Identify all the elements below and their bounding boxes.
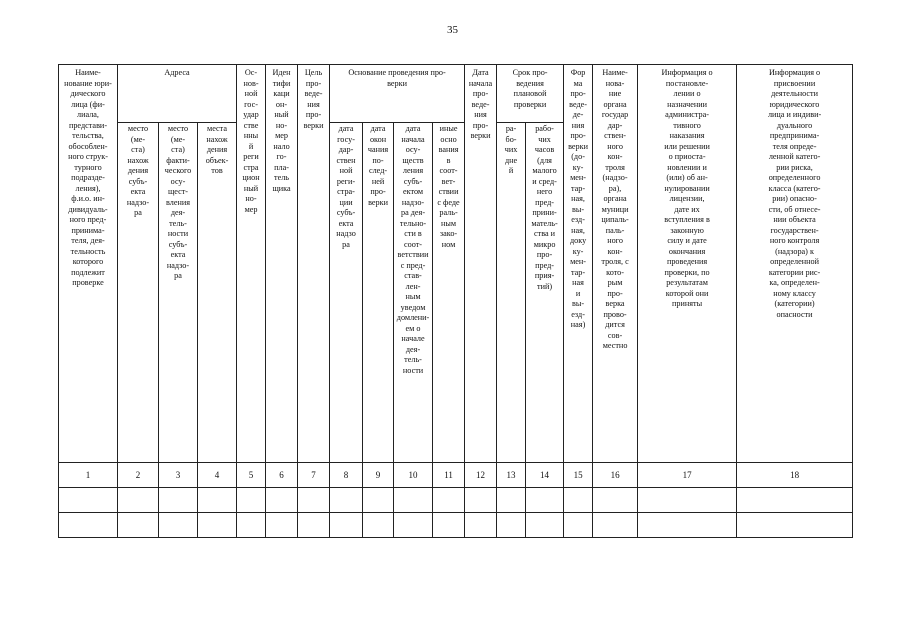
header-registration-date: дата госу- дар- ствен ной реги- стра- ции субъ- екта надзо ра (330, 123, 363, 463)
header-penalty-info: Информация о постановле- лении о назначении администра- тивного наказания или решении о приоста- новлении и (или) об ан- нулировании лицензии, дате их вступления в законную силу и дате окончания проведения проверки, по результатам которой они приняты (638, 65, 737, 463)
table-cell (330, 513, 363, 538)
table-cell (526, 513, 564, 538)
header-addresses-group: Адреса (118, 65, 237, 123)
empty-data-row (59, 488, 853, 513)
column-number: 5 (237, 463, 266, 488)
table-cell (465, 513, 497, 538)
inspection-plan-table (58, 64, 853, 538)
table-cell (564, 513, 593, 538)
column-number: 15 (564, 463, 593, 488)
table-cell (159, 488, 198, 513)
header-actual-address: место (ме- ста) факти- ческого осу- щест- вления дея- тель- ности субъ- екта надзо- ра (159, 123, 198, 463)
table-cell (433, 513, 465, 538)
column-number: 1 (59, 463, 118, 488)
column-number: 8 (330, 463, 363, 488)
table-cell (59, 513, 118, 538)
empty-data-row (59, 513, 853, 538)
header-last-inspection-end: дата окон чания по- след- ней про- верки (363, 123, 394, 463)
table-cell (118, 513, 159, 538)
table-cell (593, 488, 638, 513)
table-cell (298, 488, 330, 513)
header-organization-name: Наиме- нование юри- дического лица (фи- лиала, представи- тельства, обособлен- ного струк- турного подразде- ления), ф.и.о. ин- дивидуаль- ного пред- принима- теля, дея- тельность которого подлежит проверке (59, 65, 118, 463)
header-activity-start-date: дата начала осу- ществ ления субъ- ектом надзо- ра дея- тельно- сти в соот- ветствии с пред- став- лен- ным уведом домлени- ем о начале дея- тель- ности (394, 123, 433, 463)
table-cell (198, 488, 237, 513)
header-risk-category-info: Информация о присвоении деятельности юридического лица и индиви- дуального предпринима- теля опреде- ленной катего- рии риска, определенного класса (катего- рии) опасно- сти, об отнесе- нии объекта государствен- ного контроля (надзора) к определенной категории рис- ка, определен- ному классу (категории) опасности (737, 65, 853, 463)
header-other-grounds: иные осно вания в соот- вет- ствии с феде раль- ным зако- ном (433, 123, 465, 463)
table-cell (266, 513, 298, 538)
table-cell (394, 488, 433, 513)
header-inn: Иден тифи каци он- ный но- мер нало го- пла- тель щика (266, 65, 298, 463)
table-cell (638, 488, 737, 513)
table-cell (198, 513, 237, 538)
table-cell (159, 513, 198, 538)
header-objects-location: места нахож дения объек- тов (198, 123, 237, 463)
page-number: 35 (447, 24, 458, 36)
table-cell (564, 488, 593, 513)
table-cell (737, 513, 853, 538)
column-number: 4 (198, 463, 237, 488)
table-cell (497, 488, 526, 513)
table-cell (266, 488, 298, 513)
table-cell (330, 488, 363, 513)
table-cell (298, 513, 330, 538)
table-cell (363, 513, 394, 538)
header-start-date: Дата начала про- веде- ния про- верки (465, 65, 497, 463)
column-number: 10 (394, 463, 433, 488)
header-working-hours: рабо- чих часов (для малого и сред- него пред- прини- матель- ства и микро про- пред- прия- тий) (526, 123, 564, 463)
table-cell (465, 488, 497, 513)
column-number: 3 (159, 463, 198, 488)
table-cell (737, 488, 853, 513)
column-number: 14 (526, 463, 564, 488)
header-basis-group: Основание проведения про- верки (330, 65, 465, 123)
header-joint-authority: Наиме- нова- ние органа государ дар- ствен- ного кон- троля (надзо- ра), органа муници ципаль- паль- ного кон- троля, с кото- рым про- верка прово- дится сов- местно (593, 65, 638, 463)
header-inspection-form: Фор ма про- веде- де- ния про- верки (до- ку- мен- тар- ная, вы- езд- ная, доку ку- мен- тар- ная и вы- езд- ная) (564, 65, 593, 463)
table-cell (394, 513, 433, 538)
table-cell (363, 488, 394, 513)
column-number: 13 (497, 463, 526, 488)
column-number: 7 (298, 463, 330, 488)
column-number: 2 (118, 463, 159, 488)
column-number: 17 (638, 463, 737, 488)
table-cell (237, 513, 266, 538)
header-term-group: Срок про- ведения плановой проверки (497, 65, 564, 123)
column-number: 9 (363, 463, 394, 488)
column-number: 16 (593, 463, 638, 488)
column-number: 6 (266, 463, 298, 488)
column-number: 12 (465, 463, 497, 488)
table-cell (497, 513, 526, 538)
column-number: 18 (737, 463, 853, 488)
table-cell (638, 513, 737, 538)
table-cell (433, 488, 465, 513)
table-cell (593, 513, 638, 538)
column-number-row (59, 463, 853, 488)
table-cell (237, 488, 266, 513)
column-number: 11 (433, 463, 465, 488)
header-legal-address: место (ме- ста) нахож дения субъ- екта надзо- ра (118, 123, 159, 463)
table-cell (118, 488, 159, 513)
table-cell (526, 488, 564, 513)
header-inspection-purpose: Цель про- веде- ния про- верки (298, 65, 330, 463)
table-cell (59, 488, 118, 513)
header-ogrn: Ос- нов- ной гос- удар стве нны й реги стра цион ный но- мер (237, 65, 266, 463)
header-working-days: ра- бо- чих дне й (497, 123, 526, 463)
